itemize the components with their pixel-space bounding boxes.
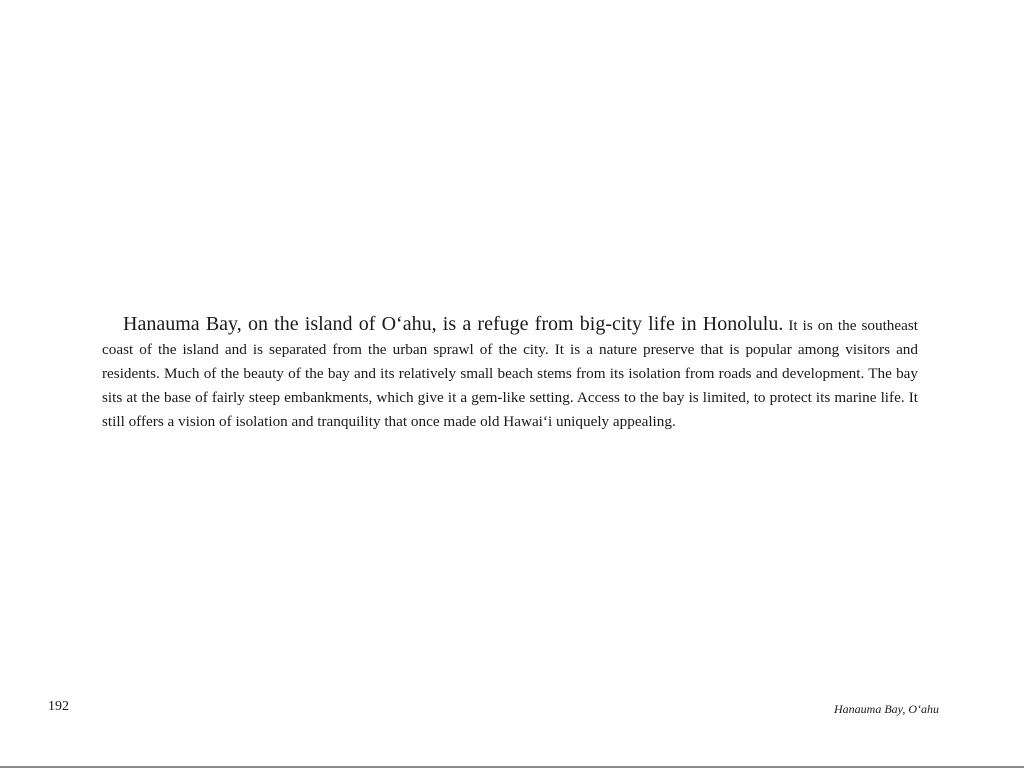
paragraph-body: It is on the southeast coast of the island and is separated from the urban sprawl of the city. It is a nature preserve that is popular among visitors and residents. Much of the beauty of the bay and its relatively small beach stems from its isolation from roads and development. The bay sits at the base of fairly steep embankments, which give it a gem-like setting. Access to the bay is limited, to protect its marine life. It still offers a vision of isolation and tranquility that once made old Hawai‘i uniquely appealing. — [102, 317, 918, 430]
running-footer-title: Hanauma Bay, O‘ahu — [834, 702, 939, 716]
body-paragraph — [102, 312, 918, 434]
body-text-block — [102, 312, 918, 434]
lead-in-sentence: Hanauma Bay, on the island of O‘ahu, is a refuge from big-city life in Honolulu. — [123, 313, 784, 335]
page-number: 192 — [48, 699, 69, 714]
